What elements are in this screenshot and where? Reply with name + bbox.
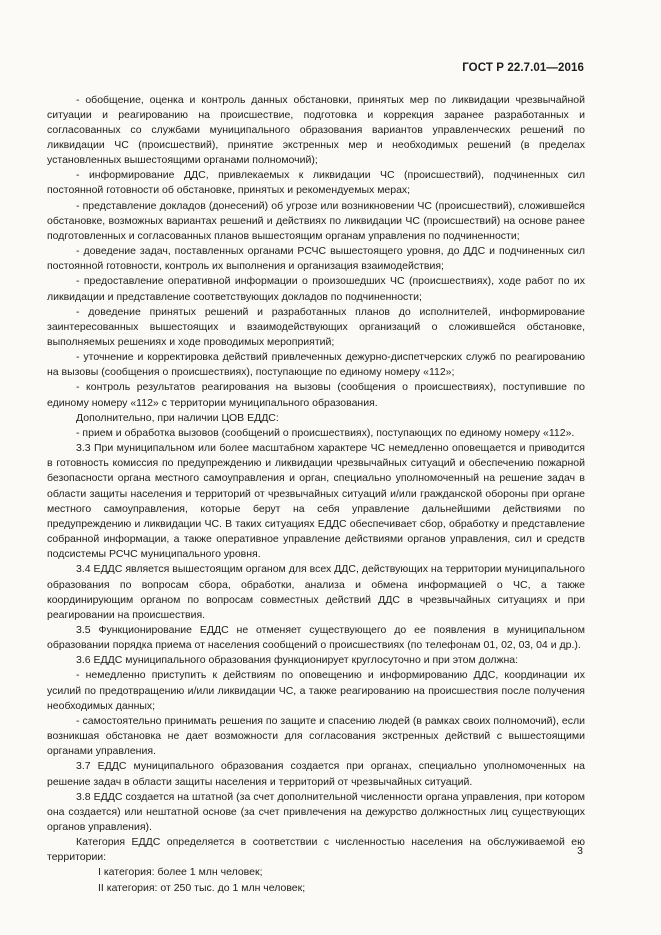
section-3-4: 3.4 ЕДДС является вышестоящим органом для всех ДДС, действующих на территории муниципального образования по вопросам сбора, обработки, анализа и обмена информацией о ЧС, а также координирующим органом по вопросам совместных действий ДДС в чрезвычайных ситуациях и при реагировании на происшествия. xyxy=(47,563,585,621)
section-3-7: 3.7 ЕДДС муниципального образования создается при органах, специально уполномоченных на решение задач в области защиты населения и территорий от чрезвычайных ситуаций. xyxy=(47,760,585,788)
section-3-6: 3.6 ЕДДС муниципального образования функционирует круглосуточно и при этом должна: xyxy=(76,654,519,667)
paragraph-10: - прием и обработка вызовов (сообщений о происшествиях), поступающих по единому номеру «112». xyxy=(76,426,575,439)
section-3-3: 3.3 При муниципальном или более масштабном характере ЧС немедленно оповещается и приводится в готовность комиссия по предупреждению и ликвидации чрезвычайных ситуаций и обеспечению пожарной безопасности органа местного самоуправления и орган, специально уполномоченный на решение задач в области защиты населения и территорий от чрезвычайных ситуаций и/или гражданской обороны при органе местного самоуправления, которые берут на себя управление дальнейшими действиями по предупреждению и ликвидации ЧС. В таких ситуациях ЕДДС обеспечивает сбор, обработку и представление собранной информации, а также оперативное управление действиями органов управления, сил и средств подсистемы РСЧС муниципального уровня. xyxy=(47,442,585,561)
paragraph-7: - уточнение и корректировка действий привлеченных дежурно-диспетчерских служб по реагированию на вызовы (сообщения о происшествиях), поступающие по единому номеру «112»; xyxy=(47,351,585,379)
paragraph-4: - доведение задач, поставленных органами РСЧС вышестоящего уровня, до ДДС и подчиненных сил постоянной готовности, контроль их выполнения и организация взаимодействия; xyxy=(47,245,585,273)
paragraph-8: - контроль результатов реагирования на вызовы (сообщения о происшествиях), поступившие по единому номеру «112» с территории муниципального образования. xyxy=(47,381,585,409)
document-body xyxy=(47,93,585,896)
paragraph-3: - представление докладов (донесений) об угрозе или возникновении ЧС (происшествий), сложившейся обстановке, возможных вариантах решений и действиях по ликвидации ЧС (происшествий) на основе ранее подготовленных и согласованных планов вышестоящим органам управления по подчиненности; xyxy=(47,199,585,242)
paragraph-3-6-item-2: - самостоятельно принимать решения по защите и спасению людей (в рамках своих полномочий), если возникшая обстановка не дает возможности для согласования экстренных действий с вышестоящими органами управления. xyxy=(47,714,585,758)
paragraph-2: - информирование ДДС, привлекаемых к ликвидации ЧС (происшествий), подчиненных сил постоянной готовности об обстановке, принятых и рекомендуемых мерах; xyxy=(47,169,585,197)
paragraph-5: - предоставление оперативной информации о произошедших ЧС (происшествиях), ходе работ по их ликвидации и представление соответствующих докладов по подчиненности; xyxy=(47,275,585,303)
paragraph-category-intro: Категория ЕДДС определяется в соответствии с численностью населения на обслуживаемой ею территории: xyxy=(47,836,585,864)
document-header: ГОСТ Р 22.7.01—2016 xyxy=(462,62,584,74)
section-3-5: 3.5 Функционирование ЕДДС не отменяет существующего до ее появления в муниципальном образовании порядка приема от населения сообщений о происшествиях (по телефонам 01, 02, 03, 04 и др.). xyxy=(47,623,585,652)
paragraph-3-6-item-1: - немедленно приступить к действиям по оповещению и информированию ДДС, координации их усилий по предотвращению и/или ликвидации ЧС, а также реагированию на происшествия после получения необходимых данных; xyxy=(47,669,585,712)
paragraph-6: - доведение принятых решений и разработанных планов до исполнителей, информирование заинтересованных вышестоящих и взаимодействующих организаций о сложившейся обстановке, выполняемых решениях и ходе проводимых мероприятий; xyxy=(47,305,585,348)
category-2: II категория: от 250 тыс. до 1 млн человек; xyxy=(98,881,306,894)
paragraph-1: - обобщение, оценка и контроль данных обстановки, принятых мер по ликвидации чрезвычайной ситуации и реагированию на происшествие, подготовка и коррекция заранее разработанных и согласованных со службами муниципального образования вариантов управленческих решений по ликвидации ЧС (происшествий), принятие экстренных мер и необходимых решений (в пределах установленных вышестоящими органами полномочий); xyxy=(47,93,585,167)
page-number: 3 xyxy=(577,845,583,857)
section-3-8: 3.8 ЕДДС создается на штатной (за счет дополнительной численности органа управления, при котором она создается) или нештатной основе (за счет привлечения на дежурство должностных лиц существующих органов управления). xyxy=(47,790,585,833)
category-1: I категория: более 1 млн человек; xyxy=(98,866,263,879)
paragraph-9: Дополнительно, при наличии ЦОВ ЕДДС: xyxy=(76,411,279,424)
